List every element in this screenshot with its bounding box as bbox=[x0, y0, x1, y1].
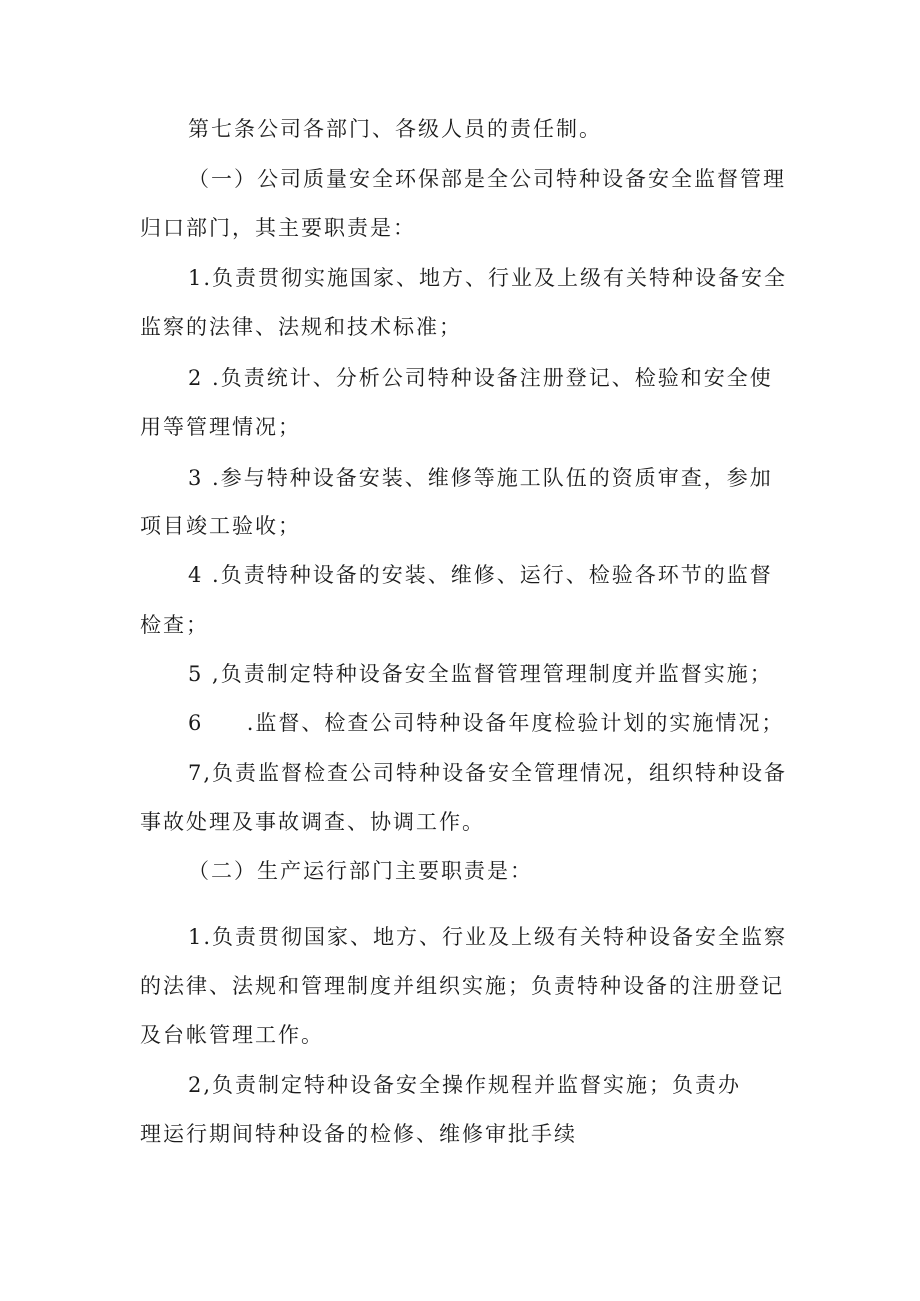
section-one-heading: （一）公司质量安全环保部是全公司特种设备安全监督管理 bbox=[188, 167, 786, 191]
section-two-heading: （二）生产运行部门主要职责是： bbox=[188, 859, 533, 883]
s1-item-2-line2: 用等管理情况； bbox=[140, 415, 301, 439]
s1-item-4-line2: 检查； bbox=[140, 613, 209, 637]
s1-item-6: 6 .监督、检查公司特种设备年度检验计划的实施情况； bbox=[188, 711, 785, 735]
s1-item-1-line2: 监察的法律、法规和技术标准； bbox=[140, 315, 462, 339]
s2-item-2-line1: 2,负责制定特种设备安全操作规程并监督实施；负责办 bbox=[188, 1073, 742, 1097]
s1-item-1-line1: 1.负责贯彻实施国家、地方、行业及上级有关特种设备安全 bbox=[188, 266, 788, 290]
s1-item-5: 5 ,负责制定特种设备安全监督管理管理制度并监督实施； bbox=[188, 662, 773, 686]
s1-item-4-line1: 4 .负责特种设备的安装、维修、运行、检验各环节的监督 bbox=[188, 563, 773, 587]
s1-item-7-line2: 事故处理及事故调查、协调工作。 bbox=[140, 810, 485, 834]
s1-item-3-line2: 项目竣工验收； bbox=[140, 514, 301, 538]
s1-item-2-line1: 2 .负责统计、分析公司特种设备注册登记、检验和安全使 bbox=[188, 366, 773, 390]
section-one-heading-cont: 归口部门，其主要职责是： bbox=[140, 216, 416, 240]
s2-item-1-line1: 1.负责贯彻国家、地方、行业及上级有关特种设备安全监察 bbox=[188, 925, 788, 949]
s2-item-1-line3: 及台帐管理工作。 bbox=[140, 1023, 324, 1047]
s2-item-1-line2: 的法律、法规和管理制度并组织实施；负责特种设备的注册登记 bbox=[140, 974, 784, 998]
article-title: 第七条公司各部门、各级人员的责任制。 bbox=[188, 117, 602, 141]
s2-item-2-line2: 理运行期间特种设备的检修、维修审批手续 bbox=[140, 1122, 577, 1146]
s1-item-3-line1: 3 .参与特种设备安装、维修等施工队伍的资质审查，参加 bbox=[188, 466, 773, 490]
s1-item-7-line1: 7,负责监督检查公司特种设备安全管理情况，组织特种设备 bbox=[188, 761, 788, 785]
